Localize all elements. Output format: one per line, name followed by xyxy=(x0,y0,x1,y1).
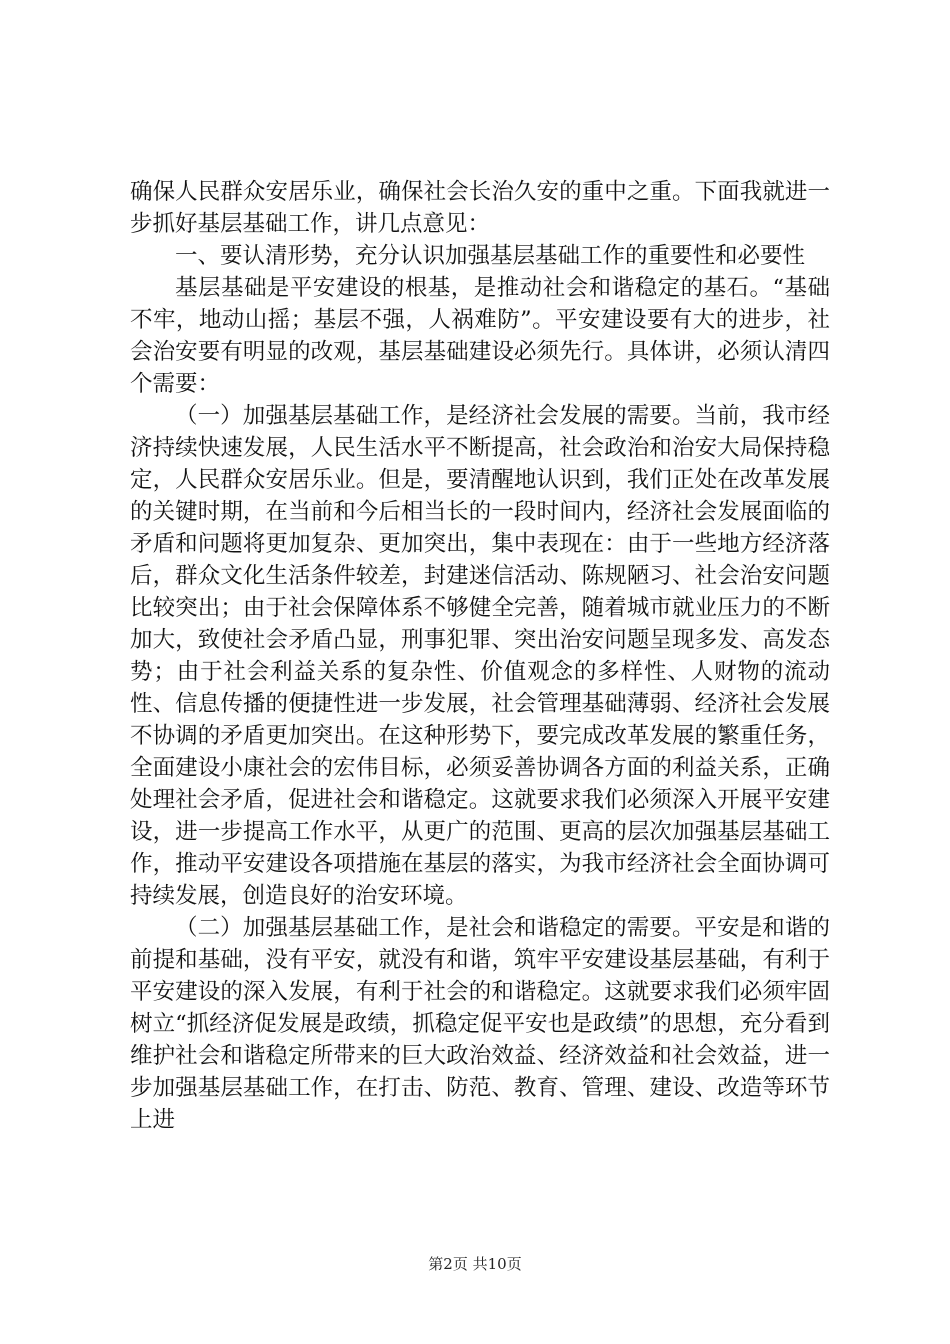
paragraph-intro: 基层基础是平安建设的根基，是推动社会和谐稳定的基石。“基础不牢，地动山摇；基层不强，人祸难防”。平安建设要有大的进步，社会治安要有明显的改观，基层基础建设必须先行。具体讲，必须认清四个需要： xyxy=(130,275,830,397)
section-heading: 一、要认清形势，充分认识加强基层基础工作的重要性和必要性 xyxy=(175,243,806,269)
paragraph-point-one: （一）加强基层基础工作，是经济社会发展的需要。当前，我市经济持续快速发展，人民生活水平不断提高，社会政治和治安大局保持稳定，人民群众安居乐业。但是，要清醒地认识到，我们正处在改革发展的关键时期，在当前和今后相当长的一段时间内，经济社会发展面临的矛盾和问题将更加复杂、更加突出，集中表现在：由于一些地方经济落后，群众文化生活条件较差，封建迷信活动、陈规陋习、社会治安问题比较突出；由于社会保障体系不够健全完善，随着城市就业压力的不断加大，致使社会矛盾凸显，刑事犯罪、突出治安问题呈现多发、高发态势；由于社会利益关系的复杂性、价值观念的多样性、人财物的流动性、信息传播的便捷性进一步发展，社会管理基础薄弱、经济社会发展不协调的矛盾更加突出。在这种形势下，要完成改革发展的繁重任务，全面建设小康社会的宏伟目标，必须妥善协调各方面的利益关系，正确处理社会矛盾，促进社会和谐稳定。这就要求我们必须深入开展平安建设，进一步提高工作水平，从更广的范围、更高的层次加强基层基础工作，推动平安建设各项措施在基层的落实，为我市经济社会全面协调可持续发展，创造良好的治安环境。 xyxy=(130,403,830,909)
page-footer: 第2页 共10页 xyxy=(428,1255,522,1273)
paragraph-point-two: （二）加强基层基础工作，是社会和谐稳定的需要。平安是和谐的前提和基础，没有平安，就没有和谐，筑牢平安建设基层基础，有利于平安建设的深入发展，有利于社会的和谐稳定。这就要求我们必须牢固树立“抓经济促发展是政绩，抓稳定促平安也是政绩”的思想，充分看到维护社会和谐稳定所带来的巨大政治效益、经济效益和社会效益，进一步加强基层基础工作，在打击、防范、教育、管理、建设、改造等环节上进 xyxy=(130,915,830,1133)
document-body xyxy=(130,176,830,1136)
paragraph-continuation: 确保人民群众安居乐业，确保社会长治久安的重中之重。下面我就进一步抓好基层基础工作，讲几点意见： xyxy=(130,179,830,237)
